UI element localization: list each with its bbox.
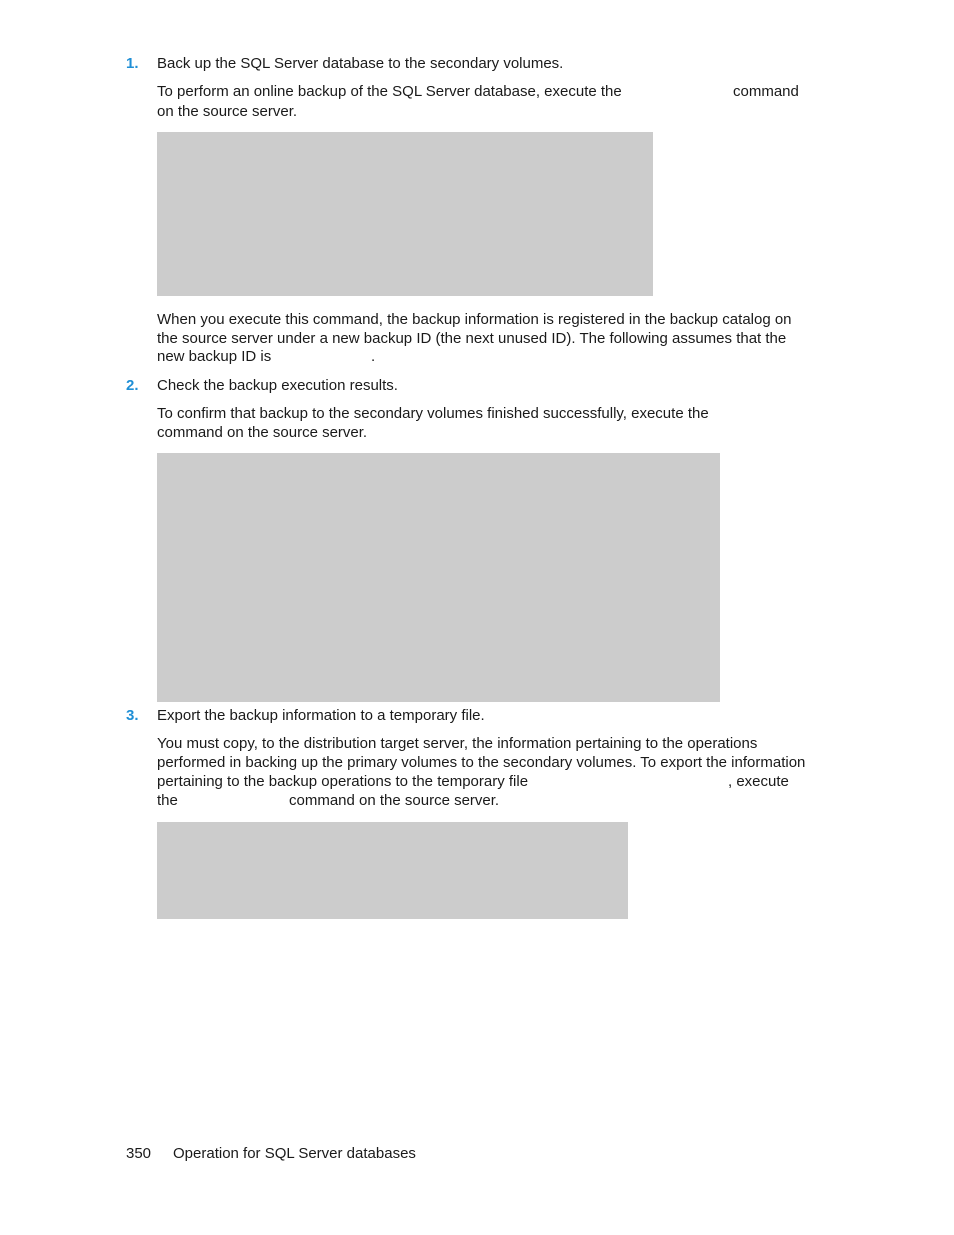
step-2-para-1-line-2: command on the source server. [157,424,368,441]
step-3-para-1-line-3b: , execute [728,773,789,790]
step-1-para-1-line-2: on the source server. [157,103,298,120]
step-3-para-1-line-1: You must copy, to the distribution target server, the information pertaining to the operations [157,735,758,752]
step-2-para-1-line-1: To confirm that backup to the secondary volumes finished successfully, execute the [157,405,709,422]
code-block-3 [157,822,628,919]
step-3-para-1-line-4a: the [157,792,178,809]
step-1-para-2-line-3b: . [371,348,376,365]
step-1-para-1-line-1b: command [733,83,799,100]
code-block-2 [157,453,720,702]
step-1-para-2-line-3a: new backup ID is [157,348,272,365]
page-number: 350 [126,1145,152,1162]
step-title-3: Export the backup information to a temporary file. [157,707,485,724]
step-1-para-1-line-1a: To perform an online backup of the SQL Server database, execute the [157,83,622,100]
step-number-2: 2. [126,377,139,394]
step-1-para-2-line-2: the source server under a new backup ID (the next unused ID). The following assumes that the [157,330,787,347]
footer-section-title: Operation for SQL Server databases [173,1145,416,1162]
step-title-1: Back up the SQL Server database to the secondary volumes. [157,55,564,72]
step-1-para-2-line-1: When you execute this command, the backup information is registered in the backup catalog on [157,311,792,328]
step-3-para-1-line-3a: pertaining to the backup operations to the temporary file [157,773,529,790]
step-3-para-1-line-4b: command on the source server. [289,792,500,809]
step-title-2: Check the backup execution results. [157,377,398,394]
step-number-3: 3. [126,707,139,724]
step-number-1: 1. [126,55,139,72]
code-block-1 [157,132,653,296]
step-3-para-1-line-2: performed in backing up the primary volumes to the secondary volumes. To export the information [157,754,806,771]
